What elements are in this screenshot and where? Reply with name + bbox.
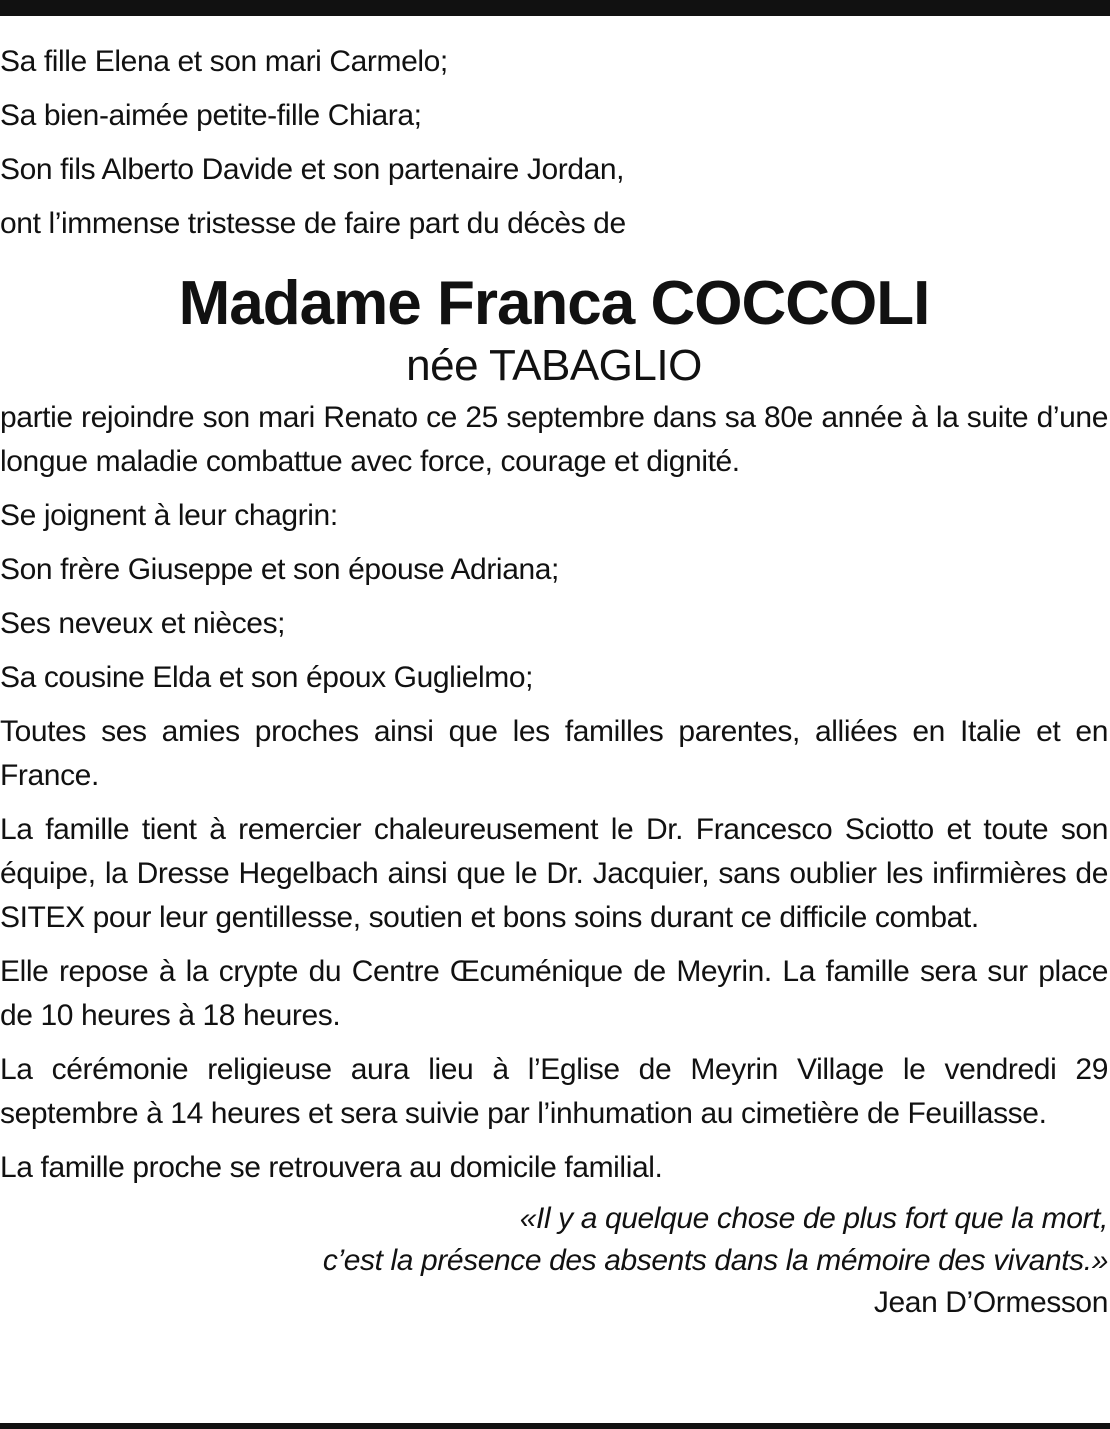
passing-paragraph: partie rejoindre son mari Renato ce 25 septembre dans sa 80e année à la suite d’une longue maladie combattue avec force, courage et dignité. [0,401,1108,478]
quote-line: c’est la présence des absents dans la mémoire des vivants.» [322,1244,1108,1277]
top-border-rule [0,0,1110,16]
friends-paragraph: Toutes ses amies proches ainsi que les familles parentes, alliées en Italie et en France. [0,715,1108,792]
joining-line: Son frère Giuseppe et son épouse Adriana; [0,553,559,586]
joining-line: Sa cousine Elda et son époux Guglielmo; [0,661,534,694]
family-line: Sa fille Elena et son mari Carmelo; [0,45,448,78]
quote-line: «Il y a quelque chose de plus fort que la mort, [519,1202,1108,1235]
bottom-border-rule [0,1423,1110,1429]
obituary-notice [0,40,1108,1324]
family-line: ont l’immense tristesse de faire part du décès de [0,207,626,240]
family-gathering-paragraph: La famille proche se retrouvera au domicile familial. [0,1151,663,1184]
family-line: Son fils Alberto Davide et son partenaire Jordan, [0,153,625,186]
thanks-paragraph: La famille tient à remercier chaleureusement le Dr. Francesco Sciotto et toute son équipe, la Dresse Hegelbach ainsi que le Dr. Jacquier, sans oublier les infirmières de SITEX pour leur gentillesse, soutien et bons soins durant ce difficile combat. [0,813,1108,934]
ceremony-paragraph: La cérémonie religieuse aura lieu à l’Eglise de Meyrin Village le vendredi 29 septembre à 14 heures et sera suivie par l’inhumation au cimetière de Feuillasse. [0,1053,1108,1130]
joining-line: Se joignent à leur chagrin: [0,499,338,532]
joining-line: Ses neveux et nièces; [0,607,286,640]
maiden-name: née TABAGLIO [406,341,702,390]
family-line: Sa bien-aimée petite-fille Chiara; [0,99,422,132]
rest-location-paragraph: Elle repose à la crypte du Centre Œcuménique de Meyrin. La famille sera sur place de 10 heures à 18 heures. [0,955,1108,1032]
quote-block [0,1198,1108,1324]
deceased-name: Madame Franca COCCOLI [178,269,930,338]
quote-author: Jean D’Ormesson [873,1286,1108,1319]
deceased-name-block [0,268,1108,392]
